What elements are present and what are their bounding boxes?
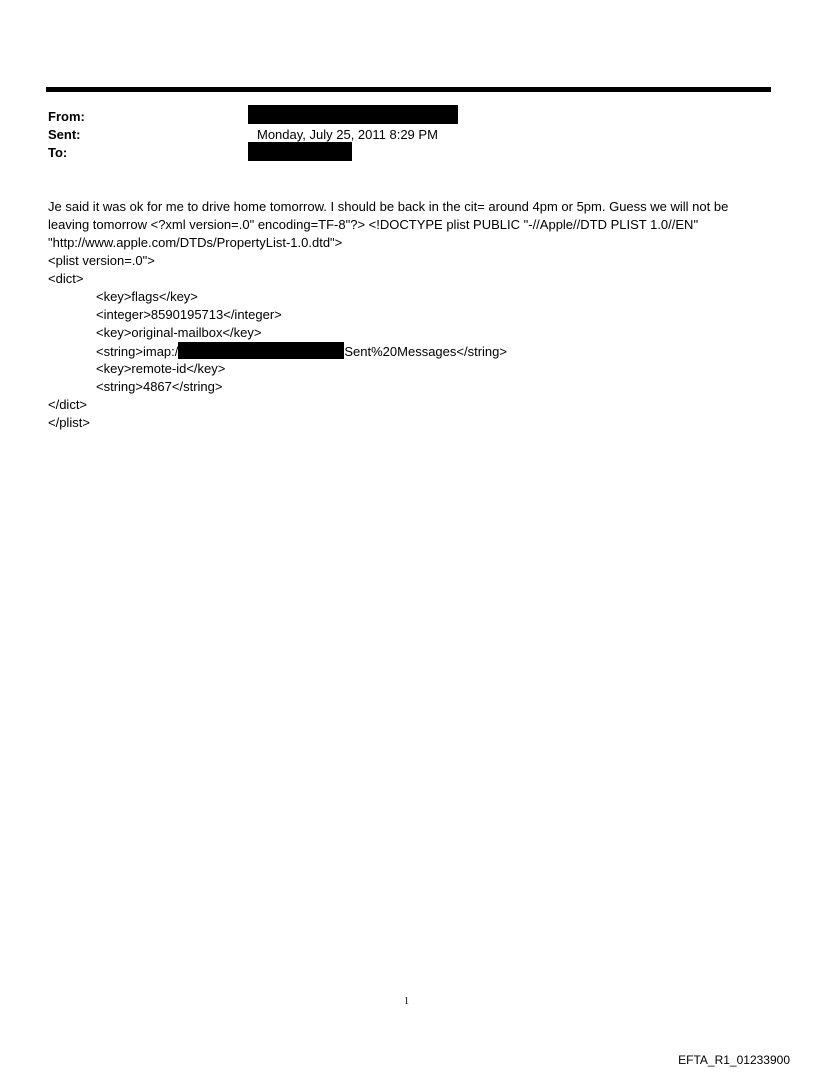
from-label: From:	[48, 109, 85, 124]
imap-suffix: Sent%20Messages</string>	[344, 344, 507, 359]
sent-value: Monday, July 25, 2011 8:29 PM	[257, 127, 438, 142]
bates-number: EFTA_R1_01233900	[678, 1053, 790, 1067]
body-line: <string>4867</string>	[96, 379, 223, 394]
body-line: </plist>	[48, 415, 90, 430]
body-line: <key>remote-id</key>	[96, 361, 226, 376]
sent-label: Sent:	[48, 127, 81, 142]
body-line: <plist version=.0">	[48, 253, 155, 268]
header-rule	[46, 87, 771, 92]
body-line: Je said it was ok for me to drive home tomorrow. I should be back in the cit= around 4pm or 5pm. Guess we will not be	[48, 199, 729, 214]
imap-redaction	[178, 342, 344, 359]
to-label: To:	[48, 145, 68, 160]
to-redaction	[248, 142, 352, 161]
body-line: <key>original-mailbox</key>	[96, 325, 262, 340]
body-line: leaving tomorrow <?xml version=.0" encoding=TF-8"?> <!DOCTYPE plist PUBLIC "-//Apple//DTD PLIST 1.0//EN"	[48, 217, 699, 232]
imap-prefix: <string>imap:/	[96, 344, 179, 359]
body-line: <key>flags</key>	[96, 289, 198, 304]
body-line: <integer>8590195713</integer>	[96, 307, 282, 322]
from-redaction	[248, 105, 458, 124]
body-line: <dict>	[48, 271, 84, 286]
body-line-imap	[48, 342, 768, 360]
body-line: </dict>	[48, 397, 88, 412]
page-number: 1	[404, 996, 409, 1007]
email-body	[48, 198, 768, 432]
body-line: "http://www.apple.com/DTDs/PropertyList-1.0.dtd">	[48, 235, 343, 250]
